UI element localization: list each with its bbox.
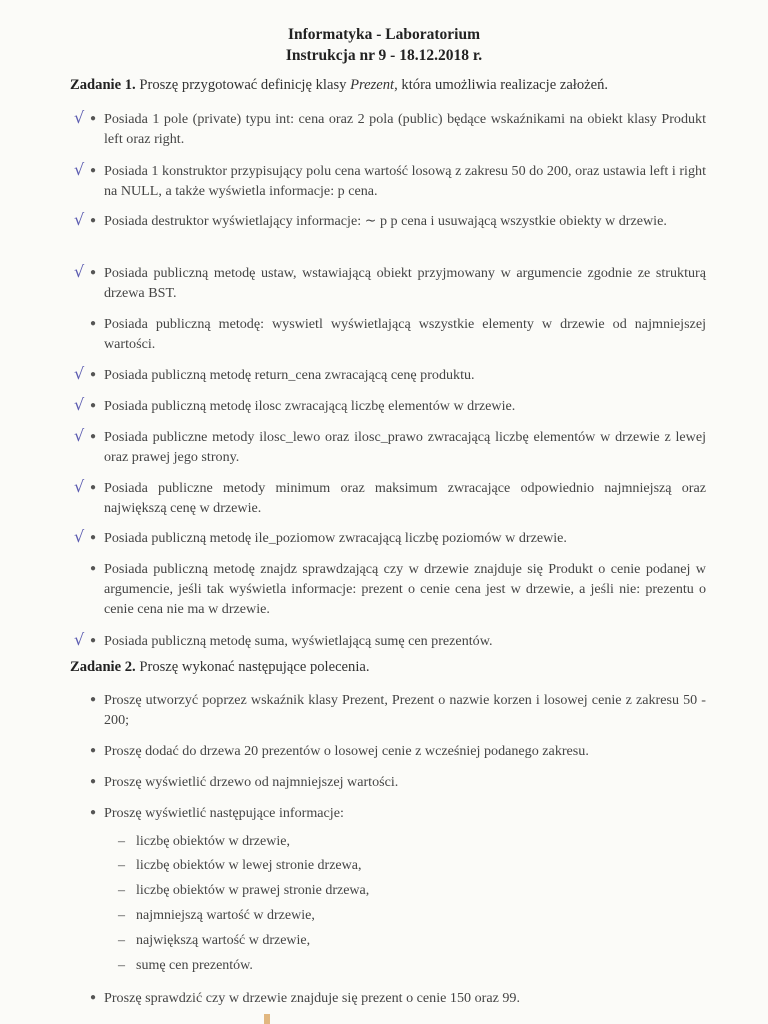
task1-intro-a: Proszę przygotować definicję klasy bbox=[139, 77, 351, 93]
document-title: Informatyka - Laboratorium bbox=[287, 26, 481, 43]
task1-item-4-text: Posiada publiczną metodę ustaw, wstawiającą obiekt przyjmowany w argumencie zgodnie ze strukturą drzewa BST. bbox=[104, 265, 706, 301]
task2-item-4: ● Proszę wyświetlić następujące informacje: bbox=[90, 805, 344, 821]
task2-subitem-4-text: najmniejszą wartość w drzewie, bbox=[136, 908, 315, 923]
task2-subitem-6-text: sumę cen prezentów. bbox=[136, 958, 253, 973]
task2-subitem-5-text: największą wartość w drzewie, bbox=[136, 933, 311, 948]
task1-item-3-text: Posiada destruktor wyświetlający informacje: ∼ p p cena i usuwającą wszystkie obiekty w drzewie. bbox=[104, 213, 667, 229]
task2-item-5: ● Proszę sprawdzić czy w drzewie znajduje się prezent o cenie 150 oraz 99. bbox=[90, 990, 520, 1006]
task2-item-4-text: Proszę wyświetlić następujące informacje: bbox=[104, 805, 344, 821]
task2-item-5-text: Proszę sprawdzić czy w drzewie znajduje się prezent o cenie 150 oraz 99. bbox=[104, 990, 520, 1006]
task1-item-9: ● Posiada publiczne metody minimum oraz maksimum zwracające odpowiednio najmniejszą oraz największą cenę w drzewie. bbox=[90, 480, 706, 516]
task1-item-8: ● Posiada publiczne metody ilosc_lewo oraz ilosc_prawo zwracającą liczbę elementów w drzewie z lewej oraz prawej jego strony. bbox=[90, 429, 706, 465]
task1-item-6-text: Posiada publiczną metodę return_cena zwracającą cenę produktu. bbox=[104, 367, 475, 383]
document-subtitle: Instrukcja nr 9 - 18.12.2018 r. bbox=[285, 47, 483, 64]
task2-item-3: ● Proszę wyświetlić drzewo od najmniejszej wartości. bbox=[90, 774, 399, 790]
task1-item-6: ● Posiada publiczną metodę return_cena zwracającą cenę produktu. bbox=[90, 367, 475, 383]
task1-item-11-text: Posiada publiczną metodę znajdz sprawdzającą czy w drzewie znajduje się Produkt o cenie podanej w argumencie, jeśli tak wyświetla informacje: prezent o cenie cena jest w drzewie, a jeśli nie: prezentu o cenie cena nie ma w drzewie. bbox=[104, 561, 706, 617]
task2-subitem-2: – liczbę obiektów w lewej stronie drzewa, bbox=[118, 858, 362, 873]
check-mark-1: √ bbox=[74, 108, 85, 127]
task2-item-1-text: Proszę utworzyć poprzez wskaźnik klasy Prezent, Prezent o nazwie korzen i losowej cenie z zakresu 50 - 200; bbox=[104, 692, 706, 728]
check-mark-7: √ bbox=[74, 395, 85, 414]
task2-intro: Proszę wykonać następujące polecenia. bbox=[139, 659, 370, 675]
task1-item-12-text: Posiada publiczną metodę suma, wyświetlającą sumę cen prezentów. bbox=[104, 633, 493, 649]
task1-item-3: ● Posiada destruktor wyświetlający informacje: ∼ p p cena i usuwającą wszystkie obiekty w drzewie. bbox=[90, 213, 667, 229]
scan-mark bbox=[264, 1014, 270, 1024]
task1-item-9-text: Posiada publiczne metody minimum oraz maksimum zwracające odpowiednio najmniejszą oraz największą cenę w drzewie. bbox=[104, 480, 706, 516]
task1-intro-b: , która umożliwia realizacje założeń. bbox=[394, 77, 609, 93]
task2-item-2-text: Proszę dodać do drzewa 20 prezentów o losowej cenie z wcześniej podanego zakresu. bbox=[104, 743, 589, 759]
task1-item-1-text: Posiada 1 pole (private) typu int: cena oraz 2 pola (public) będące wskaźnikami na obiekt klasy Produkt left oraz right. bbox=[104, 111, 706, 147]
check-mark-8: √ bbox=[74, 426, 85, 445]
task1-item-7-text: Posiada publiczną metodę ilosc zwracającą liczbę elementów w drzewie. bbox=[104, 398, 516, 414]
task1-item-5-text: Posiada publiczną metodę: wyswietl wyświetlającą wszystkie elementy w drzewie od najmniejszej wartości. bbox=[104, 316, 706, 352]
task2-subitem-4: – najmniejszą wartość w drzewie, bbox=[118, 908, 315, 923]
task1-intro-italic: Prezent bbox=[350, 77, 395, 93]
check-mark-2: √ bbox=[74, 160, 85, 179]
task1-item-2: ● Posiada 1 konstruktor przypisujący polu cena wartość losową z zakresu 50 do 200, oraz ustawia left i right na NULL, a także wyświetla informacje: p cena. bbox=[90, 163, 706, 199]
task1-item-10-text: Posiada publiczną metodę ile_poziomow zwracającą liczbę poziomów w drzewie. bbox=[104, 530, 567, 546]
task2-label: Zadanie 2. bbox=[70, 659, 136, 675]
task2-subitem-5: – największą wartość w drzewie, bbox=[118, 933, 311, 948]
task1-item-4: ● Posiada publiczną metodę ustaw, wstawiającą obiekt przyjmowany w argumencie zgodnie ze strukturą drzewa BST. bbox=[90, 265, 706, 301]
task1-item-5: ● Posiada publiczną metodę: wyswietl wyświetlającą wszystkie elementy w drzewie od najmniejszej wartości. bbox=[90, 316, 706, 352]
task2-item-2: ● Proszę dodać do drzewa 20 prezentów o losowej cenie z wcześniej podanego zakresu. bbox=[90, 743, 589, 759]
task1-item-2-text: Posiada 1 konstruktor przypisujący polu cena wartość losową z zakresu 50 do 200, oraz ustawia left i right na NULL, a także wyświetla informacje: p cena. bbox=[104, 163, 706, 199]
task2-subitem-1-text: liczbę obiektów w drzewie, bbox=[136, 834, 290, 849]
check-mark-3: √ bbox=[74, 210, 85, 229]
check-mark-12: √ bbox=[74, 630, 85, 649]
task1-item-1: ● Posiada 1 pole (private) typu int: cena oraz 2 pola (public) będące wskaźnikami na obiekt klasy Produkt left oraz right. bbox=[90, 111, 706, 147]
task2-item-3-text: Proszę wyświetlić drzewo od najmniejszej wartości. bbox=[104, 774, 399, 790]
task1-item-12: ● Posiada publiczną metodę suma, wyświetlającą sumę cen prezentów. bbox=[90, 633, 493, 649]
task1-item-7: ● Posiada publiczną metodę ilosc zwracającą liczbę elementów w drzewie. bbox=[90, 398, 516, 414]
task2-subitem-3-text: liczbę obiektów w prawej stronie drzewa, bbox=[136, 883, 370, 898]
check-mark-4: √ bbox=[74, 262, 85, 281]
task1-item-11: ● Posiada publiczną metodę znajdz sprawdzającą czy w drzewie znajduje się Produkt o cenie podanej w argumencie, jeśli tak wyświetla informacje: prezent o cenie cena jest w drzewie, a jeśli nie: prezentu o cenie cena nie ma w drzewie. bbox=[90, 561, 706, 617]
task2-subitem-2-text: liczbę obiektów w lewej stronie drzewa, bbox=[136, 858, 362, 873]
task2-item-1: ● Proszę utworzyć poprzez wskaźnik klasy Prezent, Prezent o nazwie korzen i losowej cenie z zakresu 50 - 200; bbox=[90, 692, 706, 728]
check-mark-9: √ bbox=[74, 477, 85, 496]
task1-item-8-text: Posiada publiczne metody ilosc_lewo oraz ilosc_prawo zwracającą liczbę elementów w drzewie z lewej oraz prawej jego strony. bbox=[104, 429, 706, 465]
task2-subitem-6: – sumę cen prezentów. bbox=[118, 958, 253, 973]
task2-heading bbox=[70, 659, 370, 676]
task2-subitem-3: – liczbę obiektów w prawej stronie drzewa, bbox=[118, 883, 370, 898]
task1-heading bbox=[70, 77, 608, 94]
task1-label: Zadanie 1. bbox=[70, 77, 136, 93]
task1-item-10: ● Posiada publiczną metodę ile_poziomow zwracającą liczbę poziomów w drzewie. bbox=[90, 530, 567, 546]
check-mark-10: √ bbox=[74, 527, 85, 546]
task2-subitem-1: – liczbę obiektów w drzewie, bbox=[118, 834, 290, 849]
check-mark-6: √ bbox=[74, 364, 85, 383]
